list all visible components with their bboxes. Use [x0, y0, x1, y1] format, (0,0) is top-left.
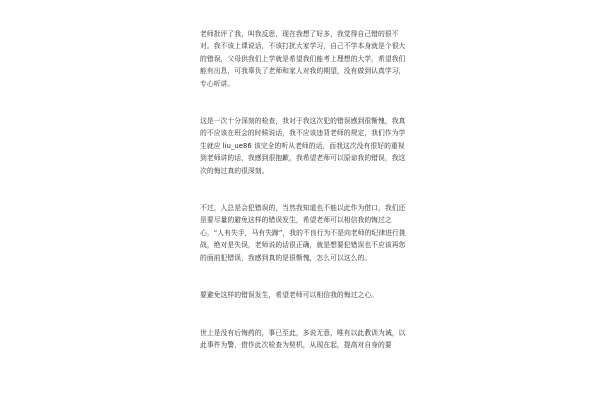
- document-body: [200, 28, 406, 351]
- paragraph-2: 这是一次十分深刻的检查，我对于我这次犯的错误感到很惭愧，我真的不应该在班会的时候说话，我不应该违背老师的规定，我们作为学生就应 liu_ue86 该完全的听从老师的话，而我这次没有很好的重视到老师讲的话，我感到很抱歉，我希望老师可以原谅我的错误，我这次的悔过真的很深刻。: [200, 117, 406, 175]
- paragraph-4: 要避免这样的错误发生，希望老师可以相信我的悔过之心。: [200, 291, 379, 300]
- paragraph-1: 老师批评了我，叫我反思，现在我想了好多，我觉得自己错的很不对。我不该上课说话，不该打扰大家学习，自己不学本身就是个很大的错误，父母供我们上学就是希望我们能考上理想的大学，希望我们能有出息，可我辜负了老师和家人对我的期望，没有做到认真学习，专心听讲。: [200, 30, 406, 88]
- paragraph-3: 不过，人总是会犯错误的，当然我知道也不能以此作为借口，我们还是要尽量的避免这样的错误发生，希望老师可以相信我的悔过之心，“人有失手，马有失蹄”，我的不良行为不是向老师的纪律进行挑战，绝对是失误，老师说的话很正确，就是想要犯错误也不应该再您的面前犯错误，我感到真的是很惭愧，怎么可以这么的。: [200, 204, 406, 262]
- paragraph-5: 世上是没有后悔药的，事已至此，多说无意，唯有以此教训为诫，以此事件为警，借作此次检查为契机，从现在起，提高对自身的要: [200, 328, 406, 349]
